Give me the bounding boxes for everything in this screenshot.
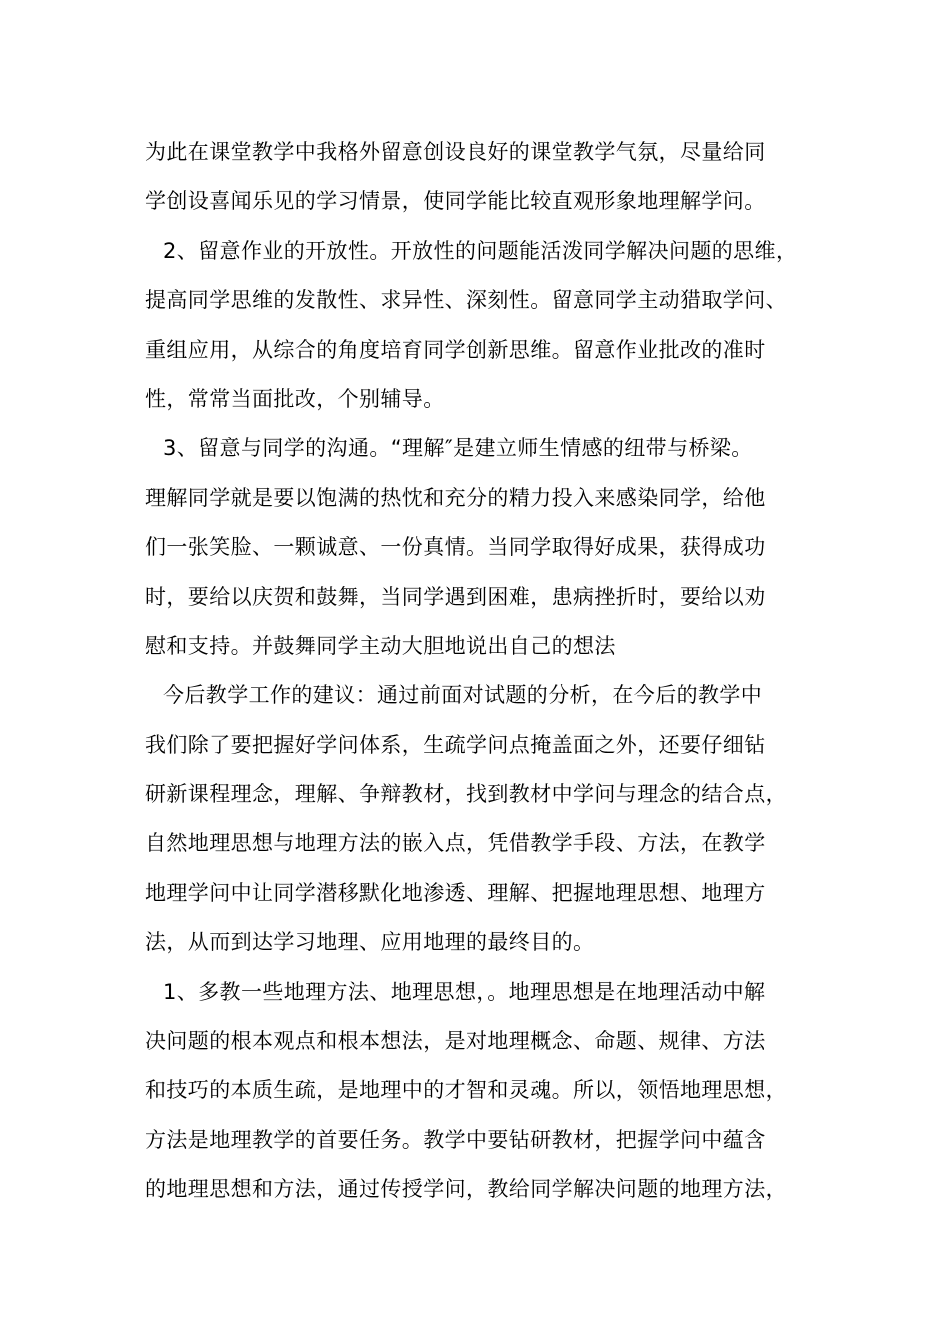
- text-line: 理解同学就是要以饱满的热忱和充分的精力投入来感染同学，给他: [145, 485, 766, 510]
- text-line: 性，常常当面批改，个别辅导。: [145, 386, 445, 411]
- text-line: 的地理思想和方法，通过传授学问，教给同学解决问题的地理方法，: [145, 1177, 787, 1202]
- text-line: 地理学问中让同学潜移默化地渗透、理解、把握地理思想、地理方: [145, 880, 766, 905]
- text-line: 决问题的根本观点和根本想法，是对地理概念、命题、规律、方法: [145, 1029, 766, 1054]
- text-line: 时，要给以庆贺和鼓舞，当同学遇到困难，患病挫折时，要给以劝: [145, 584, 766, 609]
- paragraph-start-line: 今后教学工作的建议：通过前面对试题的分析，在今后的教学中: [163, 683, 763, 708]
- text-line: 研新课程理念，理解、争辩教材，找到教材中学问与理念的结合点，: [145, 782, 787, 807]
- text-line: 我们除了要把握好学问体系，生疏学问点掩盖面之外，还要仔细钻: [145, 732, 766, 757]
- text-line: 慰和支持。并鼓舞同学主动大胆地说出自己的想法: [145, 633, 616, 658]
- text-line: 自然地理思想与地理方法的嵌入点，凭借教学手段、方法，在教学: [145, 831, 766, 856]
- text-line: 提高同学思维的发散性、求异性、深刻性。留意同学主动猎取学问、: [145, 288, 787, 313]
- text-line: 和技巧的本质生疏，是地理中的才智和灵魂。所以，领悟地理思想，: [145, 1078, 787, 1103]
- paragraph-start-line: 3、留意与同学的沟通。“理解″是建立师生情感的纽带与桥梁。: [163, 436, 753, 461]
- text-line: 学创设喜闻乐见的学习情景，使同学能比较直观形象地理解学问。: [145, 189, 766, 214]
- text-line: 们一张笑脸、一颗诚意、一份真情。当同学取得好成果，获得成功: [145, 535, 766, 560]
- document-body: [145, 128, 835, 1215]
- text-line: 为此在课堂教学中我格外留意创设良好的课堂教学气氛，尽量给同: [145, 140, 766, 164]
- text-line: 重组应用，从综合的角度培育同学创新思维。留意作业批改的准时: [145, 337, 766, 362]
- text-line: 法，从而到达学习地理、应用地理的最终目的。: [145, 930, 595, 955]
- paragraph-start-line: 1、多教一些地理方法、地理思想，。地理思想是在地理活动中解: [163, 979, 766, 1004]
- text-line: 方法是地理教学的首要任务。教学中要钻研教材，把握学问中蕴含: [145, 1127, 766, 1152]
- paragraph-start-line: 2、留意作业的开放性。开放性的问题能活泼同学解决问题的思维，: [163, 238, 798, 263]
